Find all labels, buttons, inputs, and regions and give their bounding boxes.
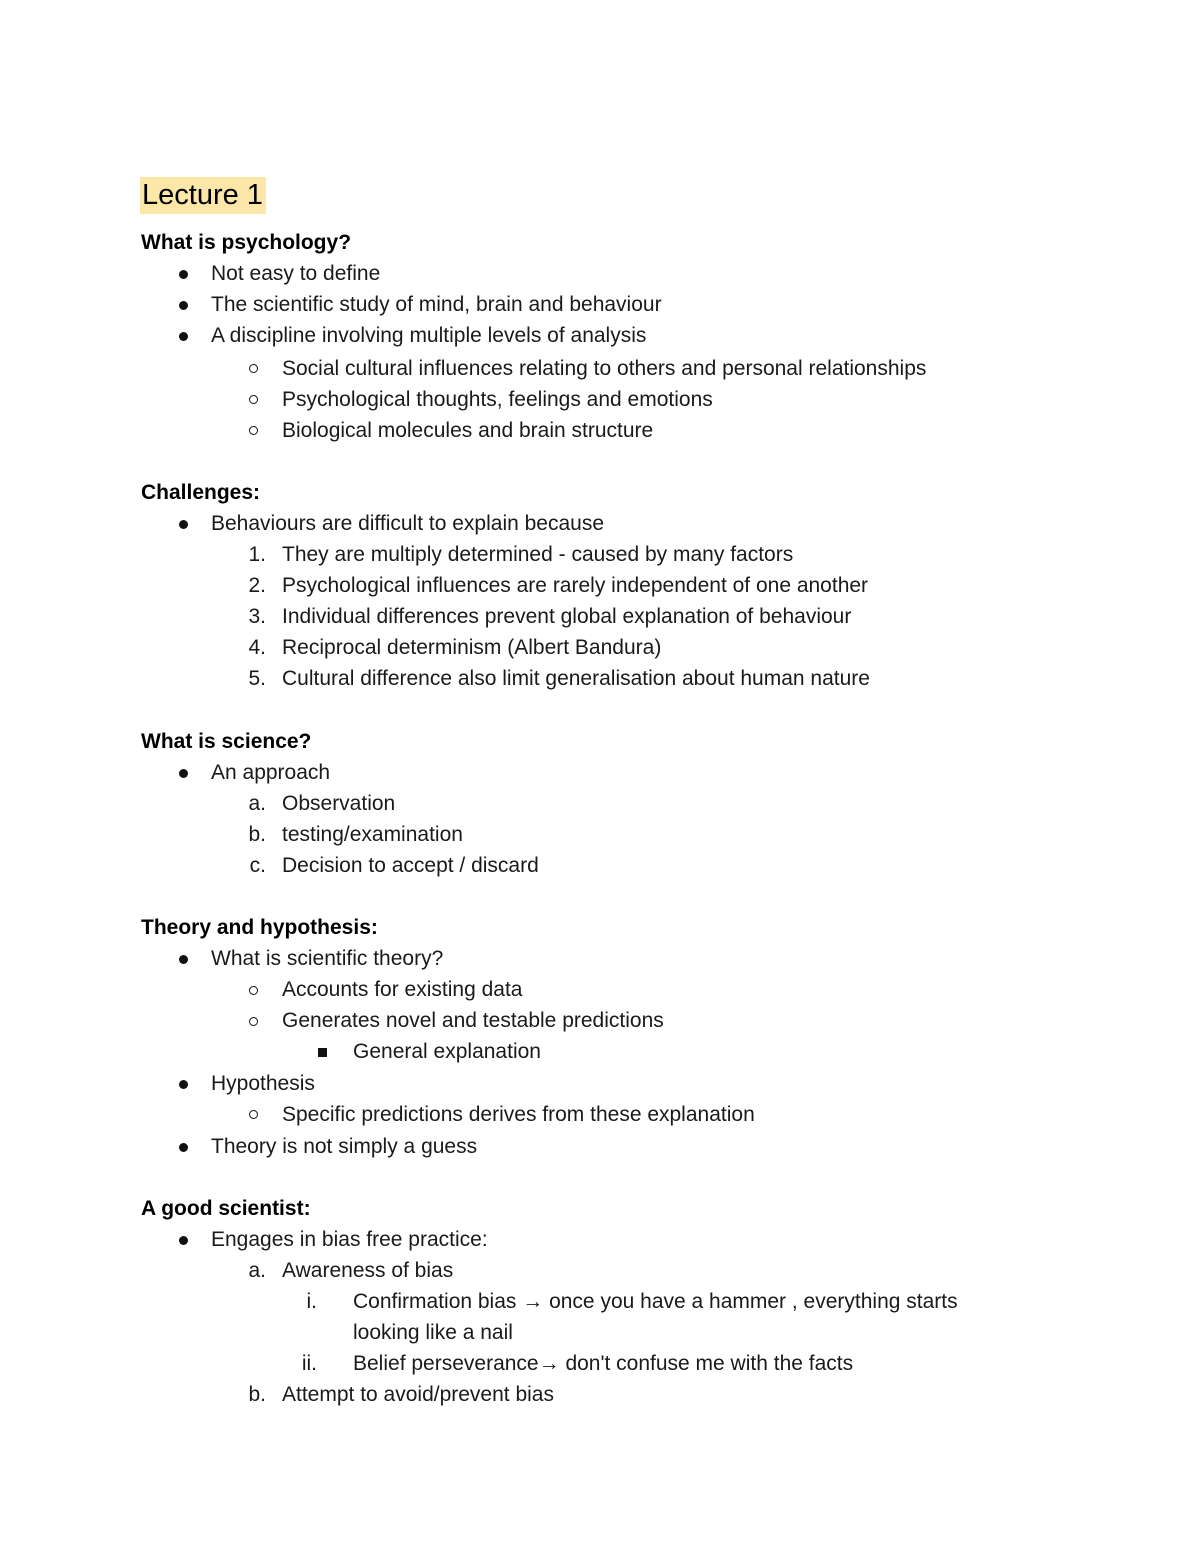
list-number: 3. bbox=[248, 605, 266, 628]
lettered-item: Decision to accept / discard bbox=[282, 854, 539, 877]
list-subitem: Biological molecules and brain structure bbox=[282, 419, 654, 442]
list-item: Not easy to define bbox=[211, 262, 381, 285]
list-subsubitem: General explanation bbox=[353, 1040, 541, 1063]
circle-bullet-icon bbox=[249, 1017, 258, 1026]
section-heading-challenges: Challenges: bbox=[141, 481, 261, 504]
list-item: Engages in bias free practice: bbox=[211, 1228, 488, 1251]
square-bullet-icon bbox=[318, 1048, 327, 1057]
lettered-item: testing/examination bbox=[282, 823, 463, 846]
list-subitem: Social cultural influences relating to others and personal relationships bbox=[282, 357, 927, 380]
bullet-icon bbox=[179, 520, 188, 529]
roman-item: Confirmation bias → once you have a hammer , everything starts bbox=[353, 1290, 958, 1313]
list-subitem: Generates novel and testable predictions bbox=[282, 1009, 664, 1032]
list-item: What is scientific theory? bbox=[211, 947, 444, 970]
circle-bullet-icon bbox=[249, 986, 258, 995]
numbered-item: Individual differences prevent global explanation of behaviour bbox=[282, 605, 852, 628]
list-roman-numeral: i. bbox=[306, 1290, 317, 1313]
lettered-item: Awareness of bias bbox=[282, 1259, 454, 1282]
list-item: An approach bbox=[211, 761, 331, 784]
list-item: Theory is not simply a guess bbox=[211, 1135, 478, 1158]
section-heading-scientist: A good scientist: bbox=[141, 1197, 311, 1220]
list-item: Hypothesis bbox=[211, 1072, 315, 1095]
circle-bullet-icon bbox=[249, 395, 258, 404]
list-item: A discipline involving multiple levels of analysis bbox=[211, 324, 647, 347]
circle-bullet-icon bbox=[249, 426, 258, 435]
bullet-icon bbox=[179, 332, 188, 341]
bullet-icon bbox=[179, 1143, 188, 1152]
document-title: Lecture 1 bbox=[140, 177, 266, 214]
bullet-icon bbox=[179, 769, 188, 778]
section-heading-science: What is science? bbox=[141, 730, 312, 753]
roman-item: Belief perseverance→ don't confuse me with the facts bbox=[353, 1352, 854, 1375]
list-item: The scientific study of mind, brain and behaviour bbox=[211, 293, 662, 316]
list-number: 2. bbox=[248, 574, 266, 597]
list-letter: b. bbox=[248, 1383, 266, 1406]
list-number: 1. bbox=[248, 543, 266, 566]
list-roman-numeral: ii. bbox=[301, 1352, 317, 1375]
numbered-item: Reciprocal determinism (Albert Bandura) bbox=[282, 636, 662, 659]
list-subitem: Accounts for existing data bbox=[282, 978, 523, 1001]
list-letter: b. bbox=[248, 823, 266, 846]
list-number: 5. bbox=[248, 667, 266, 690]
bullet-icon bbox=[179, 270, 188, 279]
list-subitem: Specific predictions derives from these explanation bbox=[282, 1103, 755, 1126]
roman-item-continuation: looking like a nail bbox=[353, 1321, 513, 1344]
circle-bullet-icon bbox=[249, 364, 258, 373]
list-letter: a. bbox=[248, 792, 266, 815]
bullet-icon bbox=[179, 1080, 188, 1089]
numbered-item: Cultural difference also limit generalisation about human nature bbox=[282, 667, 870, 690]
bullet-icon bbox=[179, 955, 188, 964]
section-heading-psychology: What is psychology? bbox=[141, 231, 352, 254]
numbered-item: They are multiply determined - caused by many factors bbox=[282, 543, 794, 566]
numbered-item: Psychological influences are rarely independent of one another bbox=[282, 574, 869, 597]
list-letter: c. bbox=[249, 854, 266, 877]
list-item: Behaviours are difficult to explain because bbox=[211, 512, 605, 535]
lettered-item: Attempt to avoid/prevent bias bbox=[282, 1383, 554, 1406]
list-subitem: Psychological thoughts, feelings and emotions bbox=[282, 388, 713, 411]
bullet-icon bbox=[179, 301, 188, 310]
circle-bullet-icon bbox=[249, 1110, 258, 1119]
list-letter: a. bbox=[248, 1259, 266, 1282]
section-heading-theory: Theory and hypothesis: bbox=[141, 916, 378, 939]
list-number: 4. bbox=[248, 636, 266, 659]
bullet-icon bbox=[179, 1236, 188, 1245]
lettered-item: Observation bbox=[282, 792, 396, 815]
